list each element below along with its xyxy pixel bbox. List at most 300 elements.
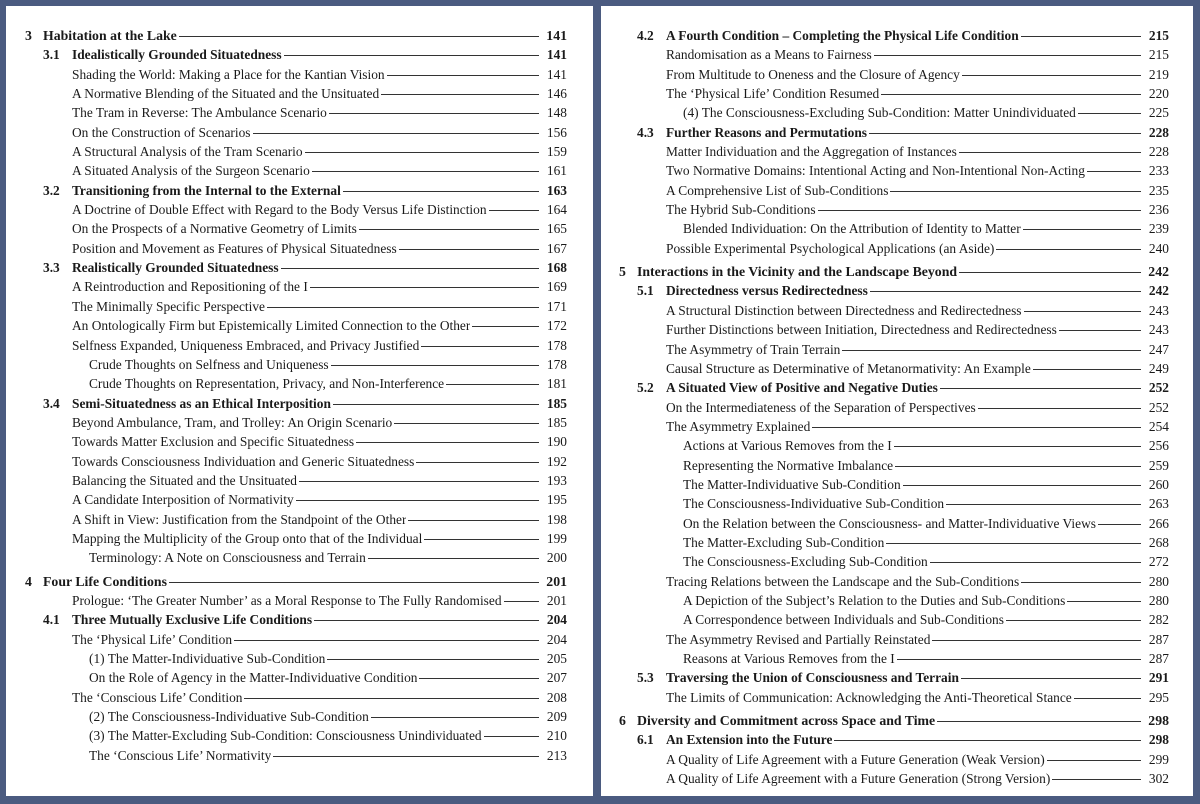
entry-page-number: 163 xyxy=(546,182,567,198)
entry-title: On the Construction of Scenarios xyxy=(72,124,251,140)
leader-line xyxy=(314,620,539,621)
entry-title: Habitation at the Lake xyxy=(43,28,177,43)
leader-line xyxy=(484,736,539,737)
leader-line xyxy=(870,291,1141,292)
entry-page-number: 178 xyxy=(546,337,567,353)
entry-number: 5 xyxy=(619,264,626,280)
entry-page-number: 215 xyxy=(1148,47,1169,63)
entry-page-number: 185 xyxy=(546,395,567,411)
toc-subsection-entry[interactable] xyxy=(25,452,567,471)
entry-title: An Ontologically Firm but Epistemically Limited Connection to the Other xyxy=(72,318,471,334)
leader-line xyxy=(281,268,539,269)
leader-line xyxy=(333,404,539,405)
entry-title: The ‘Conscious Life’ Condition xyxy=(72,689,243,705)
entry-title: Blended Individuation: On the Attribution of Identity to Matter xyxy=(683,221,1021,237)
toc-subsection-entry[interactable] xyxy=(619,610,1169,629)
toc-section-entry[interactable] xyxy=(25,394,567,413)
entry-title: Idealistically Grounded Situatedness xyxy=(72,47,282,63)
entry-page-number: 252 xyxy=(1148,399,1169,415)
entry-title: A Situated View of Positive and Negative Duties xyxy=(666,380,938,396)
entry-page-number: 190 xyxy=(546,434,567,450)
entry-number: 3.4 xyxy=(43,395,60,411)
leader-line xyxy=(937,721,1141,722)
entry-title: Diversity and Commitment across Space and Time xyxy=(637,713,936,729)
entry-title: Prologue: ‘The Greater Number’ as a Moral Response to The Fully Randomised xyxy=(72,592,502,608)
toc-section-entry[interactable] xyxy=(619,26,1169,45)
entry-page-number: 141 xyxy=(546,66,567,82)
toc-subsection-entry[interactable] xyxy=(25,510,567,529)
leader-line xyxy=(1078,113,1141,114)
toc-list-left xyxy=(25,26,567,765)
entry-page-number: 159 xyxy=(546,144,567,160)
entry-page-number: 254 xyxy=(1148,418,1169,434)
toc-section-entry[interactable] xyxy=(619,281,1169,300)
leader-line xyxy=(408,520,539,521)
toc-subsection-entry[interactable] xyxy=(619,142,1169,161)
leader-line xyxy=(890,191,1141,192)
entry-title: Traversing the Union of Consciousness and Terrain xyxy=(666,670,959,686)
entry-title: On the Intermediateness of the Separation of Perspectives xyxy=(666,399,976,415)
entry-page-number: 228 xyxy=(1148,144,1169,160)
entry-page-number: 243 xyxy=(1148,302,1169,318)
leader-line xyxy=(331,365,539,366)
entry-title: The Minimally Specific Perspective xyxy=(72,298,265,314)
entry-page-number: 213 xyxy=(546,747,567,763)
entry-page-number: 200 xyxy=(546,550,567,566)
entry-page-number: 195 xyxy=(546,492,567,508)
entry-page-number: 207 xyxy=(546,670,567,686)
leader-line xyxy=(886,543,1141,544)
entry-title: The ‘Conscious Life’ Normativity xyxy=(89,747,272,763)
entry-title: Mapping the Multiplicity of the Group onto that of the Individual xyxy=(72,530,423,546)
entry-page-number: 198 xyxy=(546,511,567,527)
leader-line xyxy=(253,133,539,134)
leader-line xyxy=(903,485,1141,486)
leader-line xyxy=(959,272,1141,273)
entry-title: The Asymmetry Revised and Partially Reinstated xyxy=(666,631,931,647)
leader-line xyxy=(399,249,539,250)
toc-subsection-entry[interactable] xyxy=(25,277,567,296)
leader-line xyxy=(834,740,1141,741)
entry-title: Terminology: A Note on Consciousness and Terrain xyxy=(89,550,366,566)
entry-title: The Matter-Individuative Sub-Condition xyxy=(683,476,901,492)
toc-subsection-entry[interactable] xyxy=(619,688,1169,707)
entry-title: The Consciousness-Individuative Sub-Condition xyxy=(683,496,945,512)
toc-subsection-entry[interactable] xyxy=(25,103,567,122)
entry-title: The Asymmetry of Train Terrain xyxy=(666,341,841,357)
entry-page-number: 280 xyxy=(1148,592,1169,608)
leader-line xyxy=(874,55,1141,56)
entry-title: An Extension into the Future xyxy=(666,732,833,748)
leader-line xyxy=(818,210,1141,211)
toc-subsection-entry[interactable] xyxy=(25,65,567,84)
toc-subsection-entry[interactable] xyxy=(25,219,567,238)
leader-line xyxy=(1021,582,1141,583)
leader-line xyxy=(327,659,539,660)
entry-title: The Hybrid Sub-Conditions xyxy=(666,202,816,218)
entry-page-number: 205 xyxy=(546,651,567,666)
entry-title: Towards Matter Exclusion and Specific Situatedness xyxy=(72,434,355,450)
toc-subsection-entry[interactable] xyxy=(619,533,1169,552)
entry-page-number: 169 xyxy=(546,279,567,295)
leader-line xyxy=(996,249,1141,250)
toc-subsection-entry[interactable] xyxy=(25,84,567,103)
entry-page-number: 291 xyxy=(1148,670,1169,686)
entry-number: 6.1 xyxy=(637,732,654,748)
leader-line xyxy=(1021,36,1141,37)
entry-page-number: 181 xyxy=(546,376,567,392)
entry-number: 3.1 xyxy=(43,47,60,63)
entry-page-number: 240 xyxy=(1148,240,1169,256)
toc-subsection-entry[interactable] xyxy=(25,374,567,393)
entry-title: Balancing the Situated and the Unsituated xyxy=(72,472,297,488)
entry-page-number: 302 xyxy=(1148,771,1169,787)
toc-section-entry[interactable] xyxy=(25,181,567,200)
toc-subsection-entry[interactable] xyxy=(619,649,1169,668)
toc-subsection-entry[interactable] xyxy=(619,514,1169,533)
leader-line xyxy=(894,446,1141,447)
leader-line xyxy=(930,562,1141,563)
toc-subsection-entry[interactable] xyxy=(25,490,567,509)
entry-page-number: 204 xyxy=(546,612,567,628)
leader-line xyxy=(446,384,539,385)
entry-title: A Correspondence between Individuals and Sub-Conditions xyxy=(683,612,1004,628)
entry-number: 5.3 xyxy=(637,670,654,686)
entry-title: The ‘Physical Life’ Condition Resumed xyxy=(666,86,880,102)
entry-number: 4 xyxy=(25,573,32,589)
entry-title: (1) The Matter-Individuative Sub-Condition xyxy=(89,651,326,666)
toc-subsection-entry[interactable] xyxy=(619,456,1169,475)
toc-chapter-entry[interactable] xyxy=(25,572,567,591)
toc-subsection-entry[interactable] xyxy=(619,359,1169,378)
toc-section-entry[interactable] xyxy=(619,668,1169,687)
entry-page-number: 192 xyxy=(546,453,567,469)
toc-subsection-entry[interactable] xyxy=(619,103,1169,122)
entry-page-number: 228 xyxy=(1148,124,1169,140)
toc-subsection-entry[interactable] xyxy=(619,200,1169,219)
entry-title: Matter Individuation and the Aggregation of Instances xyxy=(666,144,957,160)
toc-subsection-entry[interactable] xyxy=(25,123,567,142)
toc-subsection-entry[interactable] xyxy=(619,181,1169,200)
toc-list-right xyxy=(619,26,1169,788)
entry-title: (2) The Consciousness-Individuative Sub-Condition xyxy=(89,709,369,725)
toc-section-entry[interactable] xyxy=(619,378,1169,397)
entry-title: Crude Thoughts on Representation, Privacy, and Non-Interference xyxy=(89,376,445,392)
entry-title: A Doctrine of Double Effect with Regard to the Body Versus Life Distinction xyxy=(72,202,487,218)
entry-page-number: 225 xyxy=(1148,105,1169,121)
entry-page-number: 172 xyxy=(546,318,567,334)
entry-page-number: 164 xyxy=(546,202,567,218)
entry-number: 3 xyxy=(25,28,32,43)
entry-page-number: 210 xyxy=(546,728,567,744)
entry-title: Shading the World: Making a Place for the Kantian Vision xyxy=(72,66,385,82)
entry-page-number: 156 xyxy=(546,124,567,140)
leader-line xyxy=(1023,229,1141,230)
toc-subsection-entry[interactable] xyxy=(619,340,1169,359)
toc-subsection-entry[interactable] xyxy=(25,413,567,432)
entry-title: Position and Movement as Features of Physical Situatedness xyxy=(72,240,397,256)
entry-title: On the Relation between the Consciousness- and Matter-Individuative Views xyxy=(683,515,1096,531)
toc-subsection-entry[interactable] xyxy=(619,320,1169,339)
entry-page-number: 201 xyxy=(546,573,567,589)
entry-title: Two Normative Domains: Intentional Acting and Non-Intentional Non-Acting xyxy=(666,163,1085,179)
toc-subsection-entry[interactable] xyxy=(25,142,567,161)
entry-title: Causal Structure as Determinative of Metanormativity: An Example xyxy=(666,360,1031,376)
toc-page-left xyxy=(6,6,593,796)
toc-section-entry[interactable] xyxy=(25,45,567,64)
leader-line xyxy=(234,640,539,641)
toc-subsection-entry[interactable] xyxy=(25,668,567,687)
toc-subsection-entry[interactable] xyxy=(619,219,1169,238)
entry-page-number: 242 xyxy=(1148,264,1169,280)
leader-line xyxy=(1006,620,1141,621)
leader-line xyxy=(312,171,539,172)
entry-page-number: 249 xyxy=(1148,360,1169,376)
leader-line xyxy=(895,466,1141,467)
entry-title: Four Life Conditions xyxy=(43,573,167,589)
entry-page-number: 161 xyxy=(546,163,567,179)
toc-chapter-entry[interactable] xyxy=(619,711,1169,730)
leader-line xyxy=(1087,171,1141,172)
toc-subsection-entry[interactable] xyxy=(25,688,567,707)
entry-page-number: 199 xyxy=(546,530,567,546)
leader-line xyxy=(940,388,1141,389)
leader-line xyxy=(310,287,539,288)
leader-line xyxy=(897,659,1141,660)
toc-section-entry[interactable] xyxy=(619,730,1169,749)
entry-page-number: 146 xyxy=(546,86,567,102)
entry-page-number: 287 xyxy=(1148,651,1169,666)
leader-line xyxy=(932,640,1141,641)
toc-section-entry[interactable] xyxy=(619,123,1169,142)
leader-line xyxy=(244,698,539,699)
entry-page-number: 178 xyxy=(546,356,567,372)
entry-page-number: 204 xyxy=(546,631,567,647)
entry-title: The Matter-Excluding Sub-Condition xyxy=(683,534,885,550)
toc-subsection-entry[interactable] xyxy=(25,529,567,548)
leader-line xyxy=(387,75,539,76)
leader-line xyxy=(946,504,1141,505)
entry-title: The Tram in Reverse: The Ambulance Scenario xyxy=(72,105,327,121)
toc-subsection-entry[interactable] xyxy=(25,591,567,610)
leader-line xyxy=(305,152,539,153)
entry-title: Selfness Expanded, Uniqueness Embraced, and Privacy Justified xyxy=(72,337,420,353)
leader-line xyxy=(356,442,539,443)
entry-title: A Comprehensive List of Sub-Conditions xyxy=(666,182,889,198)
entry-page-number: 236 xyxy=(1148,202,1169,218)
entry-page-number: 299 xyxy=(1148,751,1169,767)
entry-title: The ‘Physical Life’ Condition xyxy=(72,631,233,647)
entry-title: Transitioning from the Internal to the External xyxy=(72,182,341,198)
toc-subsection-entry[interactable] xyxy=(619,494,1169,513)
entry-page-number: 185 xyxy=(546,414,567,430)
leader-line xyxy=(267,307,539,308)
entry-number: 6 xyxy=(619,713,626,729)
leader-line xyxy=(416,462,539,463)
leader-line xyxy=(371,717,539,718)
entry-number: 4.3 xyxy=(637,124,654,140)
leader-line xyxy=(1074,698,1141,699)
leader-line xyxy=(273,756,539,757)
entry-number: 4.1 xyxy=(43,612,60,628)
entry-title: A Depiction of the Subject’s Relation to the Duties and Sub-Conditions xyxy=(683,592,1066,608)
entry-page-number: 239 xyxy=(1148,221,1169,237)
toc-subsection-entry[interactable] xyxy=(619,475,1169,494)
entry-page-number: 235 xyxy=(1148,182,1169,198)
toc-subsection-entry[interactable] xyxy=(619,591,1169,610)
entry-page-number: 242 xyxy=(1148,283,1169,299)
entry-title: A Shift in View: Justification from the Standpoint of the Other xyxy=(72,511,407,527)
entry-number: 4.2 xyxy=(637,28,654,43)
leader-line xyxy=(329,113,539,114)
entry-title: A Normative Blending of the Situated and the Unsituated xyxy=(72,86,380,102)
entry-page-number: 268 xyxy=(1148,534,1169,550)
entry-title: Towards Consciousness Individuation and Generic Situatedness xyxy=(72,453,415,469)
toc-subsection-entry[interactable] xyxy=(619,239,1169,258)
entry-title: A Situated Analysis of the Surgeon Scenario xyxy=(72,163,310,179)
toc-subsection-entry[interactable] xyxy=(619,84,1169,103)
entry-title: Further Distinctions between Initiation, Directedness and Redirectedness xyxy=(666,322,1057,338)
entry-title: A Candidate Interposition of Normativity xyxy=(72,492,294,508)
toc-subsection-entry[interactable] xyxy=(25,239,567,258)
leader-line xyxy=(284,55,539,56)
entry-title: A Quality of Life Agreement with a Future Generation (Weak Version) xyxy=(666,751,1045,767)
entry-page-number: 171 xyxy=(546,298,567,314)
toc-subsection-entry[interactable] xyxy=(619,552,1169,571)
entry-page-number: 287 xyxy=(1148,631,1169,647)
toc-subsection-entry[interactable] xyxy=(25,649,567,668)
entry-page-number: 272 xyxy=(1148,554,1169,570)
entry-page-number: 165 xyxy=(546,221,567,237)
leader-line xyxy=(1052,779,1141,780)
toc-subsection-entry[interactable] xyxy=(619,630,1169,649)
entry-page-number: 148 xyxy=(546,105,567,121)
entry-title: Interactions in the Vicinity and the Landscape Beyond xyxy=(637,264,958,280)
toc-subsection-entry[interactable] xyxy=(25,355,567,374)
entry-title: On the Role of Agency in the Matter-Individuative Condition xyxy=(89,670,418,686)
entry-page-number: 263 xyxy=(1148,496,1169,512)
toc-subsection-entry[interactable] xyxy=(619,417,1169,436)
entry-title: The Asymmetry Explained xyxy=(666,418,811,434)
toc-subsection-entry[interactable] xyxy=(25,432,567,451)
entry-page-number: 260 xyxy=(1148,476,1169,492)
entry-title: A Fourth Condition – Completing the Physical Life Condition xyxy=(666,28,1019,43)
toc-subsection-entry[interactable] xyxy=(25,316,567,335)
leader-line xyxy=(381,94,539,95)
entry-page-number: 259 xyxy=(1148,457,1169,473)
entry-page-number: 266 xyxy=(1148,515,1169,531)
entry-number: 5.2 xyxy=(637,380,654,396)
leader-line xyxy=(368,558,539,559)
toc-subsection-entry[interactable] xyxy=(25,297,567,316)
entry-title: Possible Experimental Psychological Applications (an Aside) xyxy=(666,240,995,256)
toc-subsection-entry[interactable] xyxy=(25,336,567,355)
entry-page-number: 298 xyxy=(1148,713,1169,729)
leader-line xyxy=(424,539,539,540)
toc-subsection-entry[interactable] xyxy=(619,750,1169,769)
toc-subsection-entry[interactable] xyxy=(25,200,567,219)
entry-title: A Reintroduction and Repositioning of the I xyxy=(72,279,308,295)
leader-line xyxy=(296,500,539,501)
toc-section-entry[interactable] xyxy=(25,258,567,277)
leader-line xyxy=(959,152,1141,153)
entry-title: A Quality of Life Agreement with a Future Generation (Strong Version) xyxy=(666,771,1051,787)
entry-page-number: 233 xyxy=(1148,163,1169,179)
leader-line xyxy=(962,75,1141,76)
leader-line xyxy=(169,582,539,583)
toc-chapter-entry[interactable] xyxy=(619,262,1169,281)
toc-subsection-entry[interactable] xyxy=(619,45,1169,64)
toc-subsection-entry[interactable] xyxy=(619,572,1169,591)
toc-subsection-entry[interactable] xyxy=(25,707,567,726)
entry-title: Tracing Relations between the Landscape and the Sub-Conditions xyxy=(666,573,1020,589)
leader-line xyxy=(881,94,1141,95)
leader-line xyxy=(1059,330,1141,331)
leader-line xyxy=(419,678,539,679)
entry-title: A Structural Distinction between Directedness and Redirectedness xyxy=(666,302,1022,318)
entry-page-number: 215 xyxy=(1148,28,1169,43)
leader-line xyxy=(812,427,1141,428)
leader-line xyxy=(421,346,539,347)
entry-title: (3) The Matter-Excluding Sub-Condition: Consciousness Unindividuated xyxy=(89,728,482,744)
entry-title: Further Reasons and Permutations xyxy=(666,124,867,140)
entry-title: Randomisation as a Means to Fairness xyxy=(666,47,872,63)
entry-title: Semi-Situatedness as an Ethical Interposition xyxy=(72,395,331,411)
entry-title: Crude Thoughts on Selfness and Uniqueness xyxy=(89,356,329,372)
entry-title: Actions at Various Removes from the I xyxy=(683,438,892,454)
entry-number: 3.2 xyxy=(43,182,60,198)
toc-subsection-entry[interactable] xyxy=(25,726,567,745)
toc-subsection-entry[interactable] xyxy=(619,436,1169,455)
toc-page-right xyxy=(601,6,1193,796)
toc-subsection-entry[interactable] xyxy=(25,548,567,567)
entry-page-number: 209 xyxy=(546,709,567,725)
entry-page-number: 280 xyxy=(1148,573,1169,589)
entry-page-number: 141 xyxy=(546,47,567,63)
toc-subsection-entry[interactable] xyxy=(619,65,1169,84)
leader-line xyxy=(359,229,539,230)
toc-subsection-entry[interactable] xyxy=(25,161,567,180)
leader-line xyxy=(504,601,539,602)
entry-page-number: 220 xyxy=(1148,86,1169,102)
entry-number: 5.1 xyxy=(637,283,654,299)
toc-subsection-entry[interactable] xyxy=(619,161,1169,180)
toc-subsection-entry[interactable] xyxy=(25,471,567,490)
entry-title: (4) The Consciousness-Excluding Sub-Condition: Matter Unindividuated xyxy=(683,105,1076,121)
toc-subsection-entry[interactable] xyxy=(619,769,1169,788)
entry-page-number: 243 xyxy=(1148,322,1169,338)
leader-line xyxy=(978,408,1141,409)
leader-line xyxy=(343,191,539,192)
entry-page-number: 208 xyxy=(546,689,567,705)
leader-line xyxy=(842,350,1141,351)
toc-chapter-entry[interactable] xyxy=(25,26,567,45)
entry-page-number: 201 xyxy=(546,592,567,608)
toc-subsection-entry[interactable] xyxy=(25,630,567,649)
entry-title: The Limits of Communication: Acknowledging the Anti-Theoretical Stance xyxy=(666,689,1072,705)
toc-section-entry[interactable] xyxy=(25,610,567,629)
toc-subsection-entry[interactable] xyxy=(25,746,567,765)
toc-subsection-entry[interactable] xyxy=(619,301,1169,320)
entry-page-number: 298 xyxy=(1148,732,1169,748)
entry-title: From Multitude to Oneness and the Closure of Agency xyxy=(666,66,960,82)
toc-subsection-entry[interactable] xyxy=(619,398,1169,417)
entry-page-number: 282 xyxy=(1148,612,1169,628)
leader-line xyxy=(1067,601,1141,602)
entry-page-number: 295 xyxy=(1148,689,1169,705)
entry-title: Three Mutually Exclusive Life Conditions xyxy=(72,612,313,628)
entry-page-number: 247 xyxy=(1148,341,1169,357)
